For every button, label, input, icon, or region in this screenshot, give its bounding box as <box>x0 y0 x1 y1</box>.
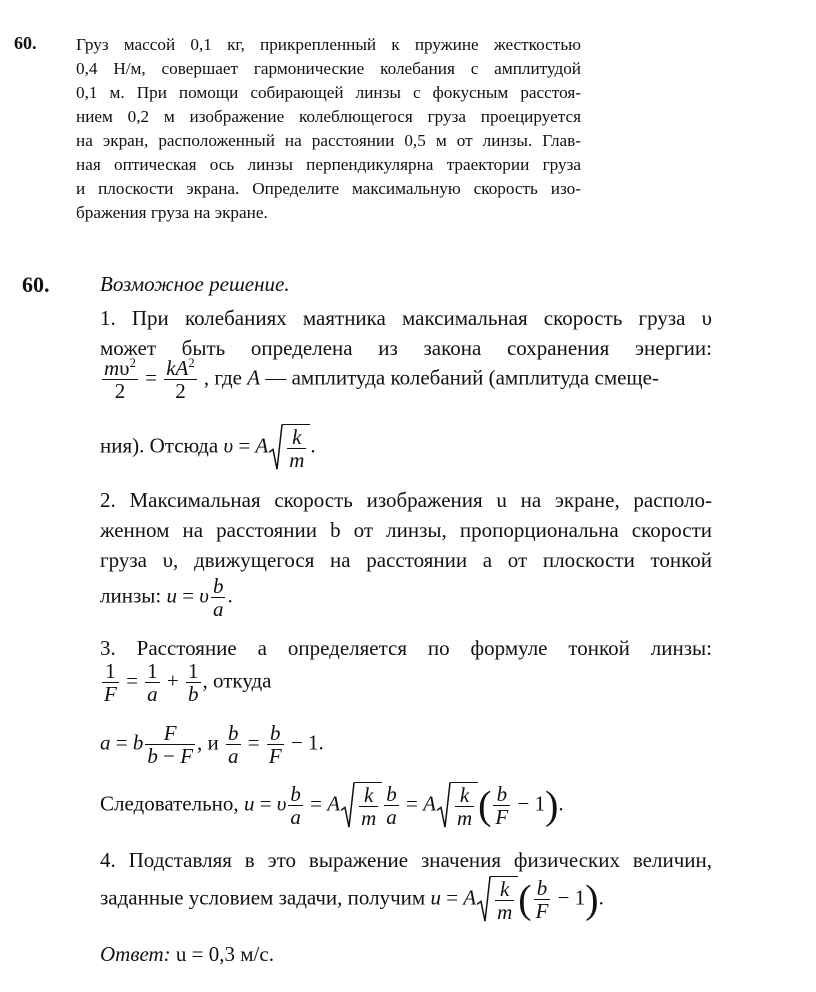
step1-text: , где <box>203 365 248 390</box>
step3-line1: 3. Расстояние a определяется по формуле тонкой линзы: <box>100 636 712 660</box>
problem-number: 60. <box>14 33 37 53</box>
energy-fraction-left: $\frac{m\upsilon^2}{2}$ <box>104 356 136 404</box>
step1-text: — амплитуда колебаний (амплитуда смеще- <box>260 365 659 390</box>
step4-line2: заданные условием задачи, получим u = A $\frac{k}{m}$ ( $\frac{b}{F}$ − 1). <box>100 876 604 925</box>
step2-line1: 2. Максимальная скорость изображения u на экране, располо- <box>100 488 712 512</box>
step1-line1: 1. При колебаниях маятника максимальная скорость груза υ <box>100 306 712 330</box>
energy-fraction-right: $\frac{kA^2}{2}$ <box>166 356 195 404</box>
solution-number: 60. <box>22 272 50 297</box>
problem-line: 0,1 м. При помощи собирающей линзы с фокусным расстоя- <box>76 83 581 102</box>
step2-line4: линзы: u = υ $\frac{b}{a}$ . <box>100 574 233 622</box>
step2-line2: женном на расстоянии b от линзы, пропорциональна скорости <box>100 518 712 542</box>
problem-line: ная оптическая ось линзы перпендикулярна траектории груза <box>76 155 581 174</box>
step3-line3: a = b $\frac{F}{b - F}$ , и $\frac{b}{a}$ = $\frac{b}{F}$ − 1. <box>100 721 324 769</box>
step1-text: ния). Отсюда <box>100 433 224 458</box>
step2-line3: груза υ, движущегося на расстоянии a от плоскости тонкой <box>100 548 712 572</box>
sqrt-km: $\frac{k}{m}$ <box>269 424 310 471</box>
step1-line2: может быть определена из закона сохранения энергии: <box>100 336 712 360</box>
step3-line4: Следовательно, u = υ $\frac{b}{a}$ = A $\frac{k}{m}$ $\frac{b}{a}$ = A $\frac{k}{m}$ ( $\frac{b}{F}$ − 1). <box>100 782 564 831</box>
problem-line: на экран, расположенный на расстоянии 0,5 м от линзы. Глав- <box>76 131 581 150</box>
problem-line: 0,4 Н/м, совершает гармонические колебания с амплитудой <box>76 59 581 78</box>
answer-value: u = 0,3 м/с. <box>175 942 274 966</box>
problem-line: и плоскости экрана. Определите максимальную скорость изо- <box>76 179 581 198</box>
problem-line: бражения груза на экране. <box>76 203 268 222</box>
step3-line2: $\frac{1}{F}$ = $\frac{1}{a}$ + $\frac{1}{b}$ , откуда <box>104 659 272 707</box>
solution-heading: Возможное решение. <box>100 272 290 296</box>
answer <box>100 942 274 967</box>
problem-text <box>76 33 581 225</box>
step1-line4: ния). Отсюда υ = A $\frac{k}{m}$ . <box>100 425 316 473</box>
answer-label: Ответ: <box>100 942 171 966</box>
step4-line1: 4. Подставляя в это выражение значения физических величин, <box>100 848 712 872</box>
problem-line: Груз массой 0,1 кг, прикрепленный к пружине жесткостью <box>76 35 581 54</box>
problem-line: нием 0,2 м изображение колеблющегося груза проецируется <box>76 107 581 126</box>
step1-line3: $\frac{m\upsilon^2}{2}$ = $\frac{kA^2}{2}$ , где A — амплитуда колебаний (амплитуда смеще- <box>104 356 659 404</box>
